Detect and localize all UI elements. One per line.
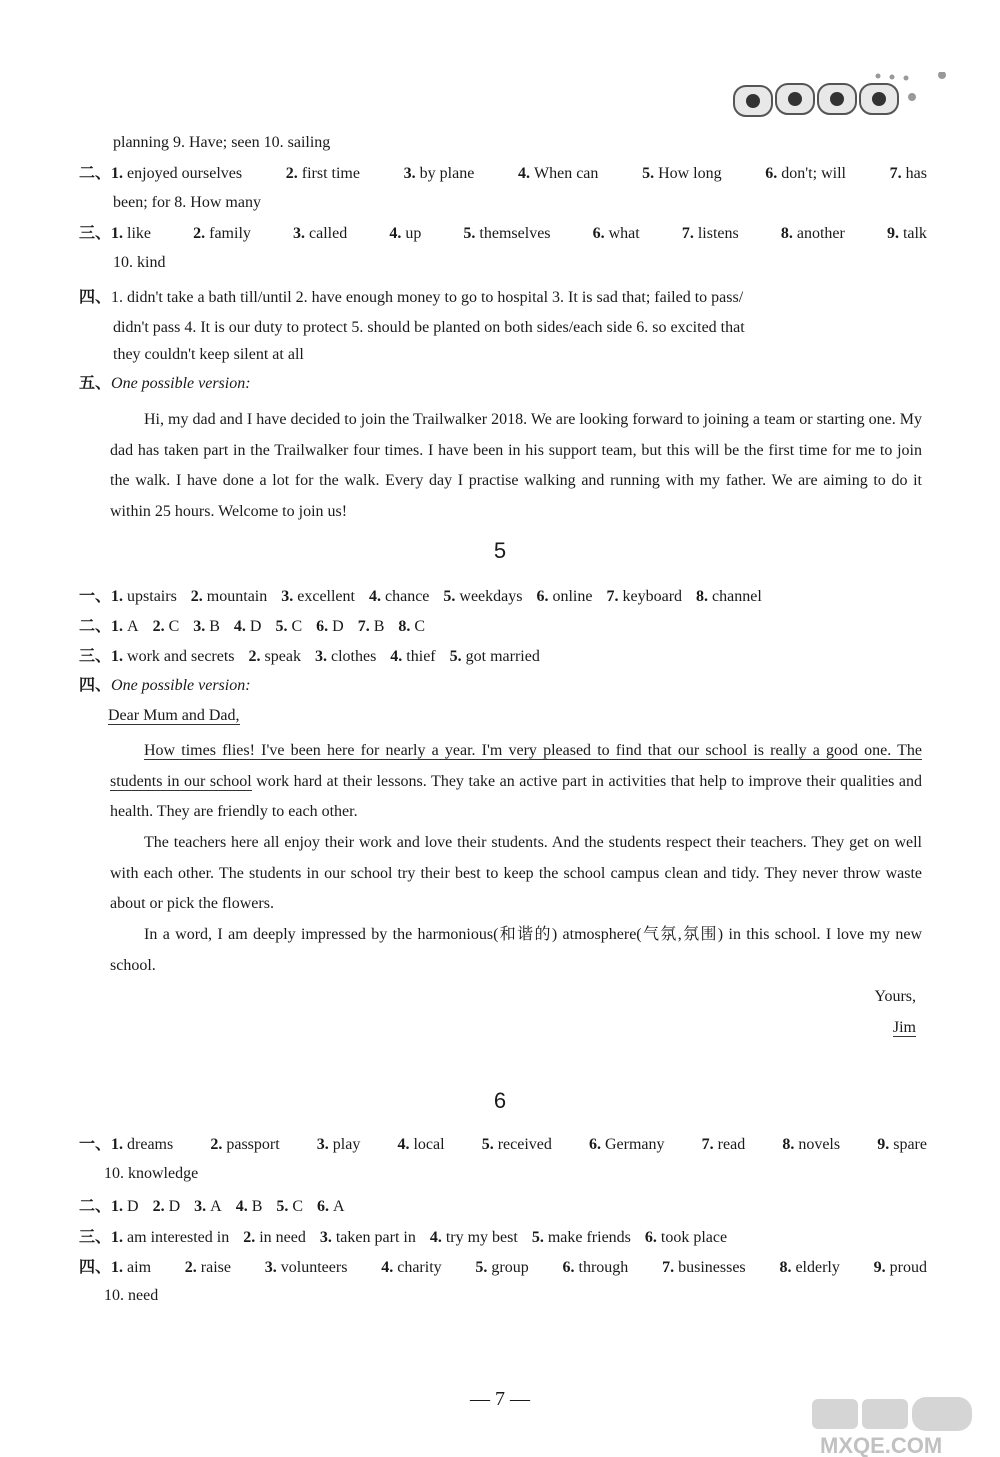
answer-item: 4. chance [368, 588, 430, 605]
answer-item: 8. C [398, 618, 426, 635]
answer-item: 1. aim [111, 1259, 152, 1276]
answer-line-san [79, 1228, 741, 1248]
essay-paragraph: Hi, my dad and I have decided to join the Trailwalker 2018. We are looking forward to joining a team or starting one. My dad has taken part in the Trailwalker four times. I have been in his support team, but this will be the first time for me to join the walk. I have done a lot for the walk. Every day I practise walking and running with my father. We are aiming to do it within 25 hours. Welcome to join us! [110, 411, 922, 520]
part-label: 二、 [79, 618, 112, 635]
letter-paragraph: In a word, I am deeply impressed by the harmonious(和谐的) atmosphere(气氛,氛围) in this school. I love my new school. [110, 926, 922, 974]
letter-paragraph: The teachers here all enjoy their work and love their students. And the students respect their teachers. They get on well with each other. The students in our school try their best to keep the school campus clean and tidy. They never throw waste about or pick the flowers. [110, 834, 922, 912]
part-label: 三、 [79, 1229, 112, 1246]
answer-item: 1. work and secrets [111, 648, 235, 665]
answer-item: 4. B [235, 1198, 263, 1215]
answer-item: 8. channel [696, 588, 762, 605]
answer-line: 10. knowledge [104, 1165, 199, 1182]
answer-item: 4. When can [517, 165, 599, 182]
answer-line-er [79, 1197, 359, 1217]
underlined-text: How times flies! I've been here for nearly a year. I'm very pleased to find that our school is really a good one. The students in our school [110, 742, 922, 790]
section-heading: 5 [493, 538, 507, 563]
part-label: 一、 [79, 588, 112, 605]
part-label: 四、 [79, 677, 112, 694]
answer-line-er [79, 164, 927, 184]
answer-item: 2. raise [184, 1259, 231, 1276]
answer-item: 5. themselves [463, 225, 551, 242]
letter-closing: Yours, [874, 988, 916, 1005]
answer-item: 5. group [475, 1259, 529, 1276]
answer-item: 6. D [316, 618, 344, 635]
answer-item: 3. excellent [281, 588, 355, 605]
answer-item: 2. first time [285, 165, 360, 182]
answer-item: 2. mountain [190, 588, 268, 605]
answer-item: 6. Germany [589, 1136, 665, 1153]
answer-item: 3. by plane [403, 165, 475, 182]
letter-paragraph: How times flies! I've been here for nearly a year. I'm very pleased to find that our school is really a good one. The students in our school work hard at their lessons. They take an active part in activities that help to improve their qualities and health. They are friendly to each other. [110, 742, 922, 820]
watermark-text: MXQE.COM [820, 1433, 943, 1457]
answer-item: 9. proud [873, 1259, 927, 1276]
answer-item: 2. speak [248, 648, 301, 665]
part-label: 四、 [79, 289, 112, 306]
answer-item: 7. has [889, 165, 927, 182]
answer-line: planning 9. Have; seen 10. sailing [113, 134, 331, 151]
part-label: 一、 [79, 1136, 112, 1153]
answer-line-yi [79, 587, 776, 607]
answer-item: 7. keyboard [606, 588, 683, 605]
answer-line-er [79, 617, 439, 637]
answer-line-si: 四、1. didn't take a bath till/until 2. have enough money to go to hospital 3. It is sad that; failed to pass/ [79, 289, 744, 306]
answer-item: 2. in need [243, 1229, 306, 1246]
answer-item: 5. weekdays [443, 588, 523, 605]
answer-item: 9. spare [877, 1136, 927, 1153]
answer-item: 1. am interested in [111, 1229, 230, 1246]
answer-line-si [79, 1258, 927, 1278]
answer-item: 3. play [316, 1136, 361, 1153]
answer-line: 10. kind [113, 254, 166, 271]
answer-item: 5. make friends [531, 1229, 631, 1246]
answer-item: 4. up [389, 225, 422, 242]
answer-item: 2. C [152, 618, 180, 635]
watermark-logo [810, 1395, 995, 1457]
answer-item: 5. got married [449, 648, 540, 665]
answer-item: 6. don't; will [765, 165, 846, 182]
answer-line-yi [79, 1135, 927, 1155]
answer-item: 4. charity [381, 1259, 442, 1276]
answer-line: been; for 8. How many [113, 194, 261, 211]
answer-item: 1. dreams [111, 1136, 174, 1153]
answer-item: 4. try my best [429, 1229, 518, 1246]
answer-item: 5. received [481, 1136, 552, 1153]
answer-item: 2. family [193, 225, 251, 242]
answer-item: 5. How long [642, 165, 722, 182]
answer-item: 3. B [193, 618, 220, 635]
part-label: 三、 [79, 648, 112, 665]
answer-item: 8. novels [782, 1136, 841, 1153]
answer-line: they couldn't keep silent at all [113, 346, 304, 363]
answer-item: 7. B [357, 618, 385, 635]
answer-item: 8. elderly [779, 1259, 840, 1276]
answer-line: didn't pass 4. It is our duty to protect 5. should be planted on both sides/each side 6. so excited that [113, 319, 745, 336]
answer-item: 9. talk [886, 225, 927, 242]
answer-item: 2. passport [210, 1136, 280, 1153]
answer-item: 1. A [111, 618, 139, 635]
answer-item: 8. another [780, 225, 845, 242]
answer-item: 6. what [592, 225, 640, 242]
answer-item: 1. upstairs [111, 588, 177, 605]
answer-item: 3. A [194, 1198, 222, 1215]
answer-item: 6. took place [644, 1229, 728, 1246]
section-heading: 6 [493, 1088, 507, 1113]
answer-item: 3. clothes [314, 648, 377, 665]
answer-item: 4. thief [390, 648, 436, 665]
answer-item: 5. C [275, 618, 303, 635]
answer-item: 6. online [536, 588, 593, 605]
part-label: 三、 [79, 225, 112, 242]
part-label: 五、 [79, 375, 112, 392]
answer-item: 7. listens [681, 225, 739, 242]
page-number: — 7 — [470, 1388, 530, 1410]
answer-item: 1. D [111, 1198, 139, 1215]
answer-item: 1. enjoyed ourselves [111, 165, 243, 182]
header-logo-badges [730, 72, 950, 124]
answer-item: 6. A [317, 1198, 345, 1215]
answer-item: 6. through [562, 1259, 629, 1276]
part-label: 二、 [79, 1198, 112, 1215]
answer-line-san [79, 224, 927, 244]
answer-item: 5. C [276, 1198, 304, 1215]
answer-line-san [79, 647, 554, 667]
answer-line-si: 四、One possible version: [79, 677, 251, 694]
answer-item: 4. D [233, 618, 262, 635]
answer-item: 3. called [293, 225, 348, 242]
letter-signature: Jim [892, 1019, 916, 1036]
answer-item: 7. businesses [662, 1259, 746, 1276]
answer-item: 3. volunteers [264, 1259, 348, 1276]
answer-item: 4. local [397, 1136, 445, 1153]
answer-item: 1. like [111, 225, 152, 242]
letter-greeting: Dear Mum and Dad, [108, 707, 240, 724]
answer-item: 7. read [701, 1136, 746, 1153]
part-label: 四、 [79, 1259, 112, 1276]
answer-item: 3. taken part in [319, 1229, 416, 1246]
answer-line: 10. need [104, 1287, 159, 1304]
answer-item: 2. D [152, 1198, 181, 1215]
answer-line-wu: 五、One possible version: [79, 375, 251, 392]
part-label: 二、 [79, 165, 112, 182]
